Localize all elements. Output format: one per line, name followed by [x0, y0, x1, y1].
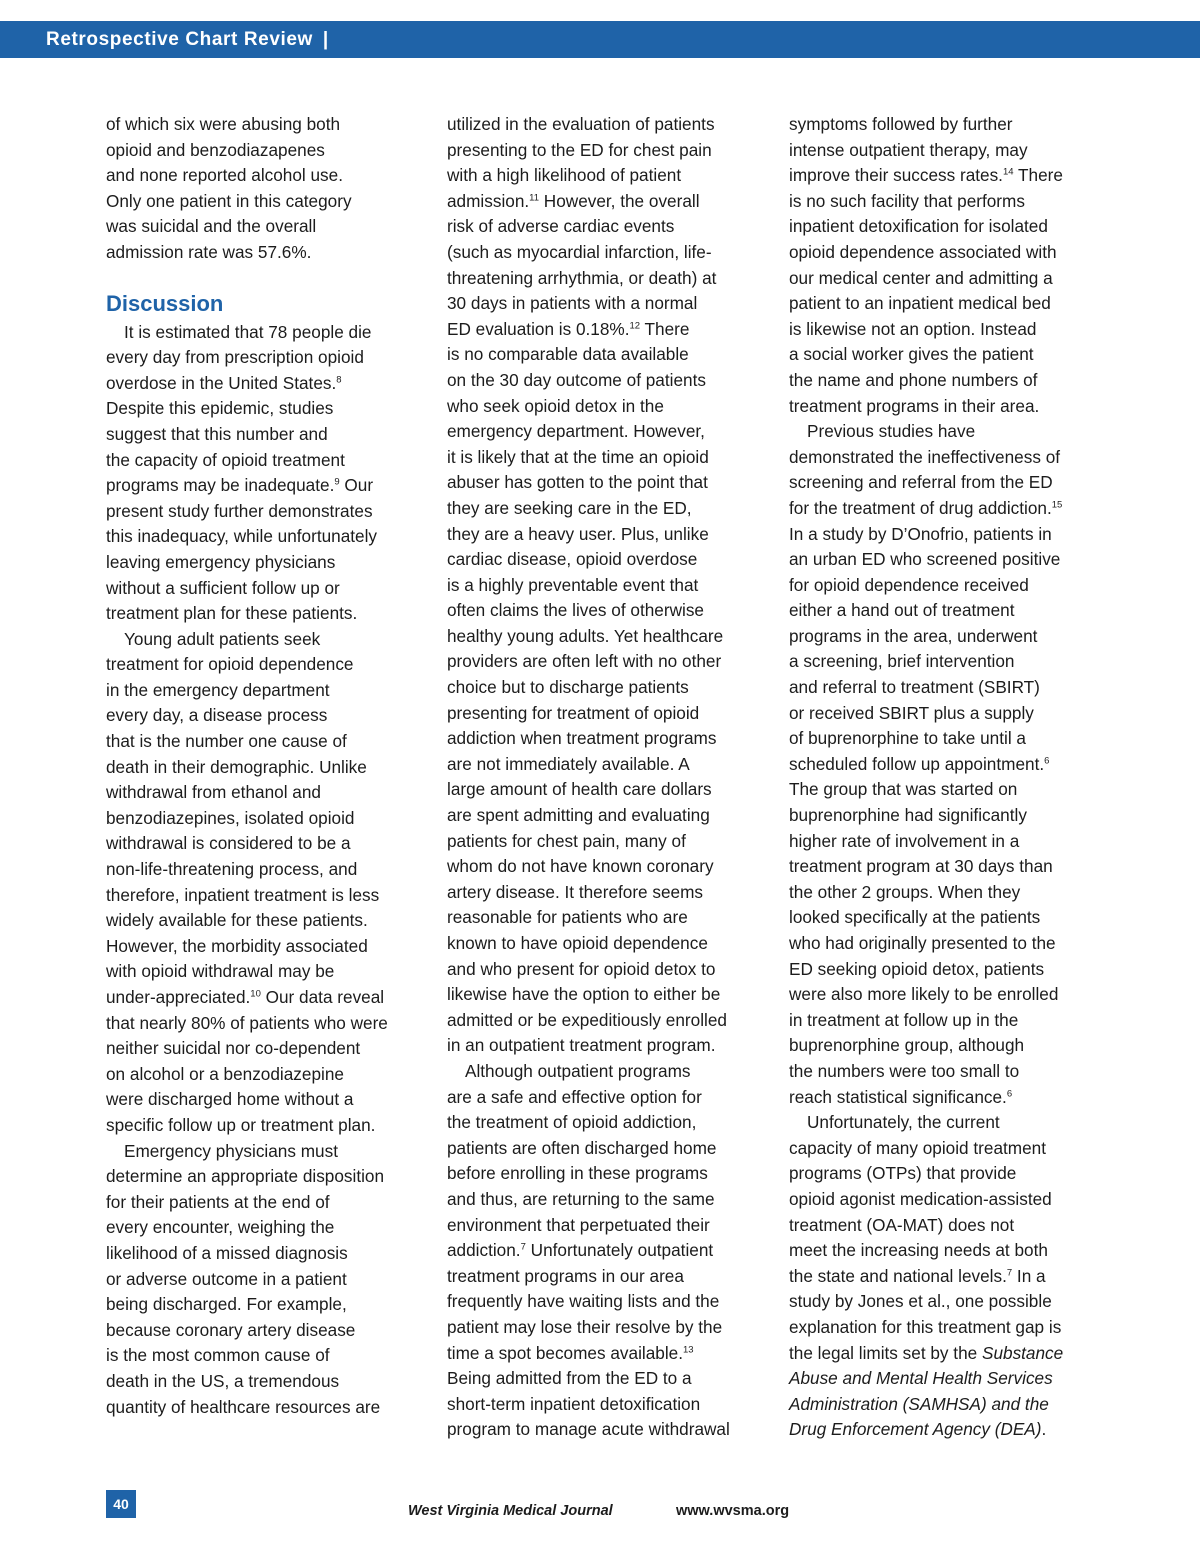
discussion-paragraph-6: Unfortunately, the current capacity of many opioid treatment programs (OTPs) that provide opioid agonist medication-assisted treatment (OA-MAT) does not meet the increasing needs at both the state and national levels.$^7$ In a study by Jones et al., one possible explanation for this treatment gap is the legal limits set by the Substance Abuse and Mental Health Services Administration (SAMHSA) and the Drug Enforcement Agency (DEA).	[789, 1112, 1064, 1440]
column-1	[106, 112, 424, 1420]
results-paragraph-end: of which six were abusing both opioid and benzodiazapenes and none reported alcohol use. Only one patient in this category was suicidal and the overall admission rate was 57.6%.	[106, 114, 352, 262]
website-url: www.wvsma.org	[676, 1503, 790, 1519]
journal-name: West Virginia Medical Journal	[408, 1503, 613, 1519]
discussion-paragraph-5: Previous studies have demonstrated the ineffectiveness of screening and referral from the ED for the treatment of drug addiction.$^{15}$ In a study by D’Onofrio, patients in an urban ED who screened positive for opioid dependence received either a hand out of treatment programs in the area, underwent a screening, brief intervention and referral to treatment (SBIRT) or received SBIRT plus a supply of buprenorphine to take until a scheduled follow up appointment.$^6$ The group that was started on buprenorphine had significantly higher rate of involvement in a treatment program at 30 days than the other 2 groups. When they looked specifically at the patients who had originally presented to the ED seeking opioid detox, patients were also more likely to be enrolled in treatment at follow up in the buprenorphine group, although the numbers were too small to reach statistical significance.$^6$	[789, 421, 1063, 1107]
discussion-paragraph-3-cont: utilized in the evaluation of patients presenting to the ED for chest pain with a high likelihood of patient admission.$^{11}$ However, the overall risk of adverse cardiac events (such as myocardial infarction, life- threatening arrhythmia, or death) at 30 days in patients with a normal ED evaluation is 0.18%.$^{12}$ There is no comparable data available on the 30 day outcome of patients who seek opioid detox in the emergency department. However, it is likely that at the time an opioid abuser has gotten to the point that they are seeking care in the ED, they are a heavy user. Plus, unlike cardiac disease, opioid overdose is a highly preventable event that often claims the lives of otherwise healthy young adults. Yet healthcare providers are often left with no other choice but to discharge patients presenting for treatment of opioid addiction when treatment programs are not immediately available. A large amount of health care dollars are spent admitting and evaluating patients for chest pain, many of whom do not have known coronary artery disease. It therefore seems reasonable for patients who are known to have opioid dependence and who present for opioid detox to likewise have the option to either be admitted or be expeditiously enrolled in an outpatient treatment program.	[447, 114, 727, 1056]
discussion-paragraph-2: Young adult patients seek treatment for opioid dependence in the emergency department every day, a disease process that is the number one cause of death in their demographic. Unlike withdrawal from ethanol and benzodiazepines, isolated opioid withdrawal is considered to be a non-life-threatening process, and therefore, inpatient treatment is less widely available for these patients. However, the morbidity associated with opioid withdrawal may be under-appreciated.$^{10}$ Our data reveal that nearly 80% of patients who were neither suicidal nor co-dependent on alcohol or a benzodiazepine were discharged home without a specific follow up or treatment plan.	[106, 628, 388, 1135]
discussion-paragraph-4: Although outpatient programs are a safe and effective option for the treatment of opioid addiction, patients are often discharged home before enrolling in these programs and thus, are returning to the same environment that perpetuated their addiction.$^7$ Unfortunately outpatient treatment programs in our area frequently have waiting lists and the patient may lose their resolve by the time a spot becomes available.$^{13}$ Being admitted from the ED to a short-term inpatient detoxification program to manage acute withdrawal	[447, 1060, 730, 1440]
column-3	[789, 112, 1107, 1443]
discussion-paragraph-3: Emergency physicians must determine an appropriate disposition for their patients at the end of every encounter, weighing the likelihood of a missed diagnosis or adverse outcome in a patient being discharged. For example, because coronary artery disease is the most common cause of death in the US, a tremendous quantity of healthcare resources are	[106, 1140, 385, 1417]
header-bar	[0, 21, 1200, 58]
discussion-paragraph-4-cont: symptoms followed by further intense outpatient therapy, may improve their success rates.$^{14}$ There is no such facility that performs inpatient detoxification for isolated opioid dependence associated with our medical center and admitting a patient to an inpatient medical bed is likewise not an option. Instead a social worker gives the patient the name and phone numbers of treatment programs in their area.	[789, 114, 1063, 416]
discussion-paragraph-1: It is estimated that 78 people die every day from prescription opioid overdose in the United States.$^8$ Despite this epidemic, studies suggest that this number and the capacity of opioid treatment programs may be inadequate.$^9$ Our present study further demonstrates this inadequacy, while unfortunately leaving emergency physicians without a sufficient follow up or treatment plan for these patients.	[106, 321, 378, 624]
section-title: Retrospective Chart Review |	[46, 29, 329, 50]
discussion-heading: Discussion	[106, 290, 224, 316]
page-number: 40	[106, 1490, 136, 1518]
column-2	[447, 112, 765, 1443]
